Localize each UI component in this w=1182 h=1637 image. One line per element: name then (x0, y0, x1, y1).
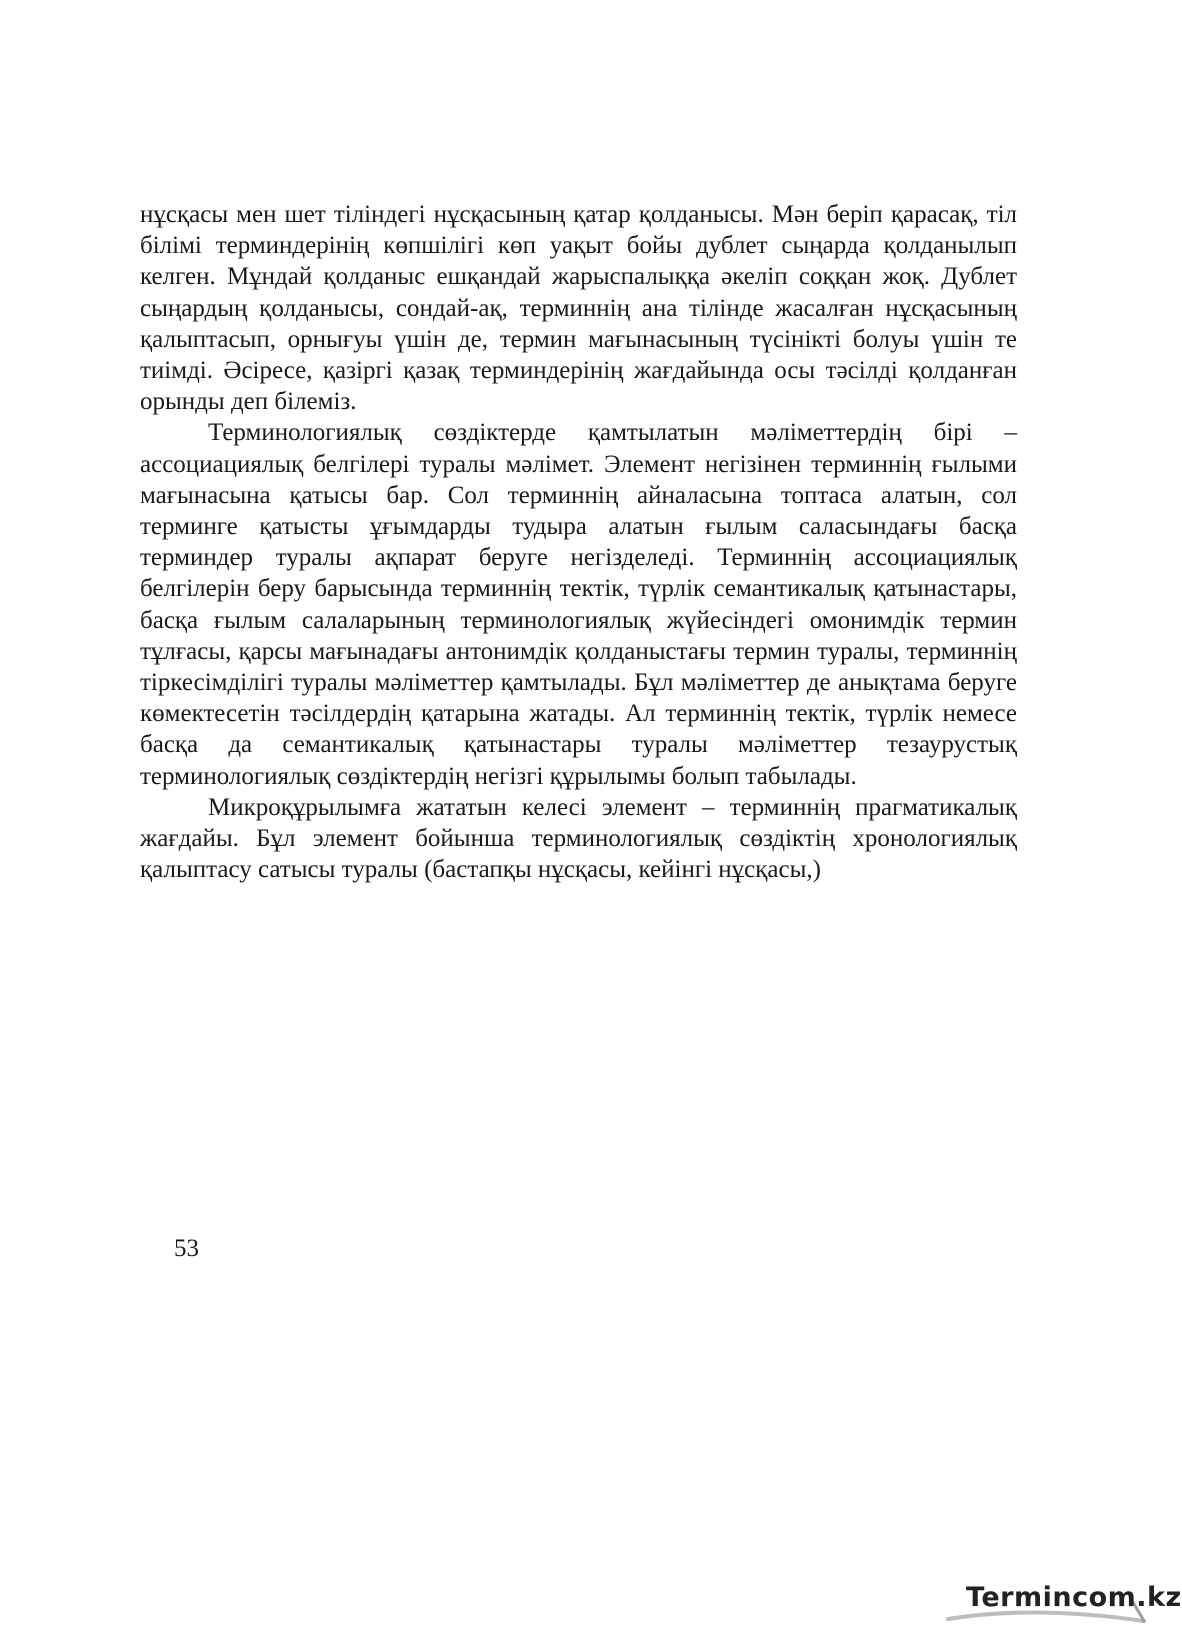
watermark-text: Termincom.kz (966, 1582, 1182, 1613)
paragraph-3: Микроқұрылымға жататын келесі элемент – терминнің прагматикалық жағдайы. Бұл элемент бойынша терминологиялық сөздіктің хронологиялық қалыптасу сатысы туралы (бастапқы нұсқасы, кейінгі нұсқасы,) (140, 793, 1017, 884)
paragraph-1: нұсқасы мен шет тіліндегі нұсқасының қатар қолданысы. Мән беріп қарасақ, тіл білімі терминдерінің көпшілігі көп уақыт бойы дублет сыңарда қолданылып келген. Мұндай қолданыс ешқандай жарыспалыққа әкеліп соққан жоқ. Дублет сыңардың қолданысы, сондай-ақ, терминнің ана тілінде жасалған нұсқасының қалыптасып, орнығуы үшін де, термин мағынасының түсінікті болуы үшін те тиімді. Әсіресе, қазіргі қазақ терминдерінің жағдайында осы тәсілді қолданған орынды деп білеміз. (140, 201, 1017, 416)
paragraph-2: Терминологиялық сөздіктерде қамтылатын мәліметтердің бірі – ассоциациялық белгілері туралы мәлімет. Элемент негізінен терминнің ғылыми мағынасына қатысы бар. Сол терминнің айналасына топтаса алатын, сол терминге қатысты ұғымдарды тудыра алатын ғылым саласындағы басқа терминдер туралы ақпарат беруге негізделеді. Терминнің ассоциациялық белгілерін беру барысында терминнің тектік, түрлік семантикалық қатынастары, басқа ғылым салаларының терминологиялық жүйесіндегі омонимдік термин тұлғасы, қарсы мағынадағы антонимдік қолданыстағы термин туралы, терминнің тіркесімділігі туралы мәліметтер қамтылады. Бұл мәліметтер де анықтама беруге көмектесетін тәсілдердің қатарына жатады. Ал терминнің тектік, түрлік немесе басқа да семантикалық қатынастары туралы мәліметтер тезаурустық терминологиялық сөздіктердің негізгі құрылымы болып табылады. (140, 419, 1017, 790)
document-body (140, 199, 1017, 885)
page-number: 53 (174, 1235, 199, 1262)
watermark-logo (944, 1575, 1182, 1627)
